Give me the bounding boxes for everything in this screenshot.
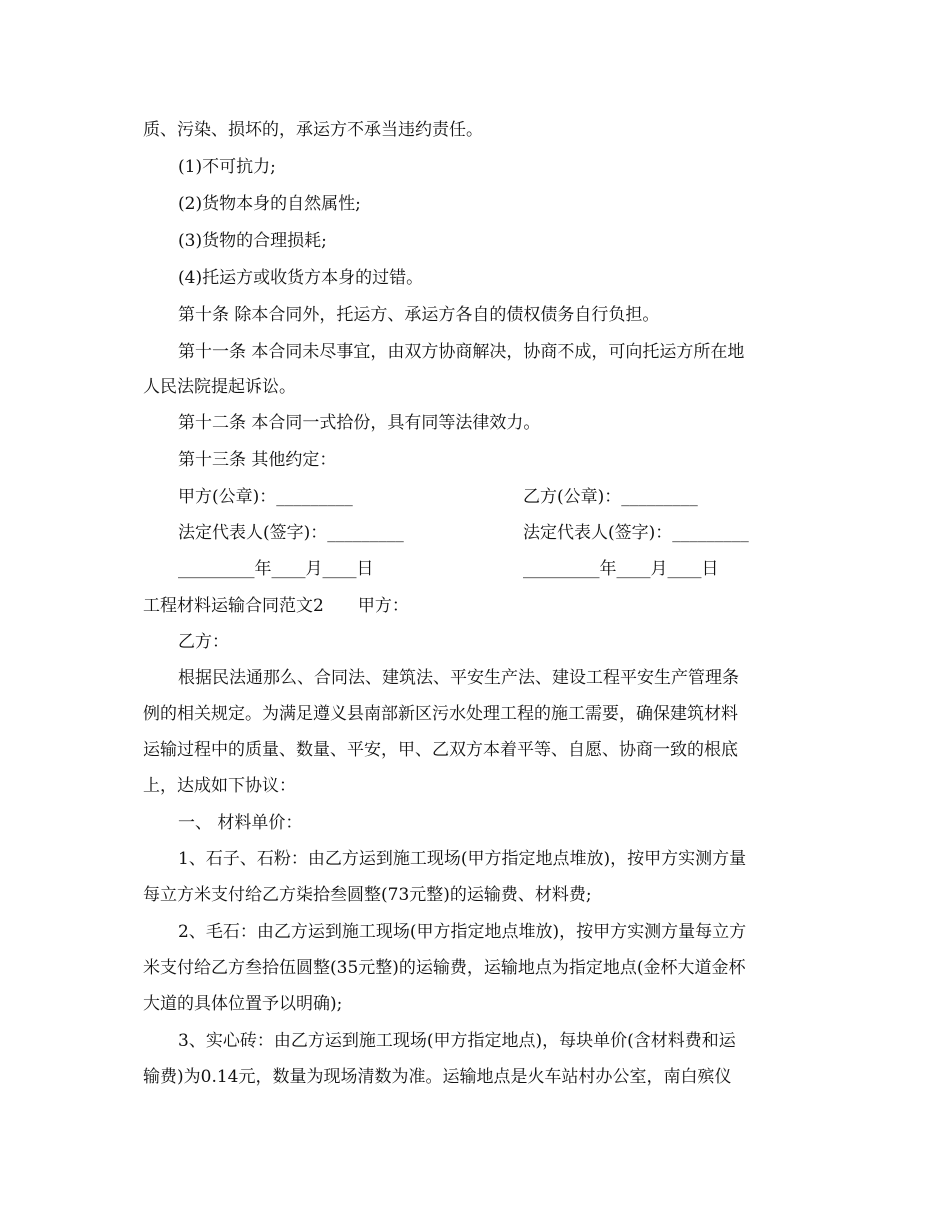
list-item: (2)货物本身的自然属性; bbox=[178, 194, 361, 214]
party-b-label: 乙方： bbox=[178, 632, 229, 652]
article-thirteen: 第十三条 其他约定： bbox=[178, 450, 337, 470]
party-a-date: _________年____月____日 bbox=[178, 559, 374, 579]
body-line: 输费)为0.14元，数量为现场清数为准。运输地点是火车站村办公室，南白殡仪 bbox=[143, 1067, 732, 1087]
article-twelve: 第十二条 本合同一式拾份，具有同等法律效力。 bbox=[178, 413, 541, 433]
party-a-representative: 法定代表人(签字)：_________ bbox=[178, 523, 404, 543]
body-line: 每立方米支付给乙方柒拾叁圆整(73元整)的运输费、材料费; bbox=[143, 885, 592, 905]
body-line: 米支付给乙方叁拾伍圆整(35元整)的运输费，运输地点为指定地点(金杯大道金杯 bbox=[143, 958, 746, 978]
list-item: (4)托运方或收货方本身的过错。 bbox=[178, 268, 424, 288]
party-b-representative: 法定代表人(签字)：_________ bbox=[523, 523, 749, 543]
party-b-seal: 乙方(公章)：_________ bbox=[523, 487, 698, 507]
contract-2-title: 工程材料运输合同范文2 甲方： bbox=[143, 596, 409, 616]
party-a-seal: 甲方(公章)：_________ bbox=[178, 487, 353, 507]
list-item: (3)货物的合理损耗; bbox=[178, 231, 327, 251]
party-b-date: _________年____月____日 bbox=[523, 559, 719, 579]
article-eleven: 第十一条 本合同未尽事宜，由双方协商解决，协商不成，可向托运方所在地 bbox=[178, 342, 745, 362]
body-line: 例的相关规定。为满足遵义县南部新区污水处理工程的施工需要，确保建筑材料 bbox=[143, 704, 738, 724]
body-line: 大道的具体位置予以明确); bbox=[143, 994, 343, 1014]
body-line: 3、实心砖：由乙方运到施工现场(甲方指定地点)，每块单价(含材料费和运 bbox=[178, 1031, 736, 1051]
body-line: 2、毛石：由乙方运到施工现场(甲方指定地点堆放)，按甲方实测方量每立方 bbox=[178, 922, 747, 942]
body-line: 运输过程中的质量、数量、平安，甲、乙双方本着平等、自愿、协商一致的根底 bbox=[143, 740, 738, 760]
body-line: 质、污染、损坏的，承运方不承当违约责任。 bbox=[143, 120, 483, 140]
section-heading: 一、 材料单价： bbox=[178, 813, 303, 833]
article-ten: 第十条 除本合同外，托运方、承运方各自的债权债务自行负担。 bbox=[178, 305, 660, 325]
body-line: 上，达成如下协议： bbox=[143, 776, 296, 796]
body-line: 根据民法通那么、合同法、建筑法、平安生产法、建设工程平安生产管理条 bbox=[178, 668, 739, 688]
body-line: 人民法院提起诉讼。 bbox=[143, 377, 296, 397]
body-line: 1、石子、石粉：由乙方运到施工现场(甲方指定地点堆放)，按甲方实测方量 bbox=[178, 849, 747, 869]
list-item: (1)不可抗力; bbox=[178, 157, 276, 177]
